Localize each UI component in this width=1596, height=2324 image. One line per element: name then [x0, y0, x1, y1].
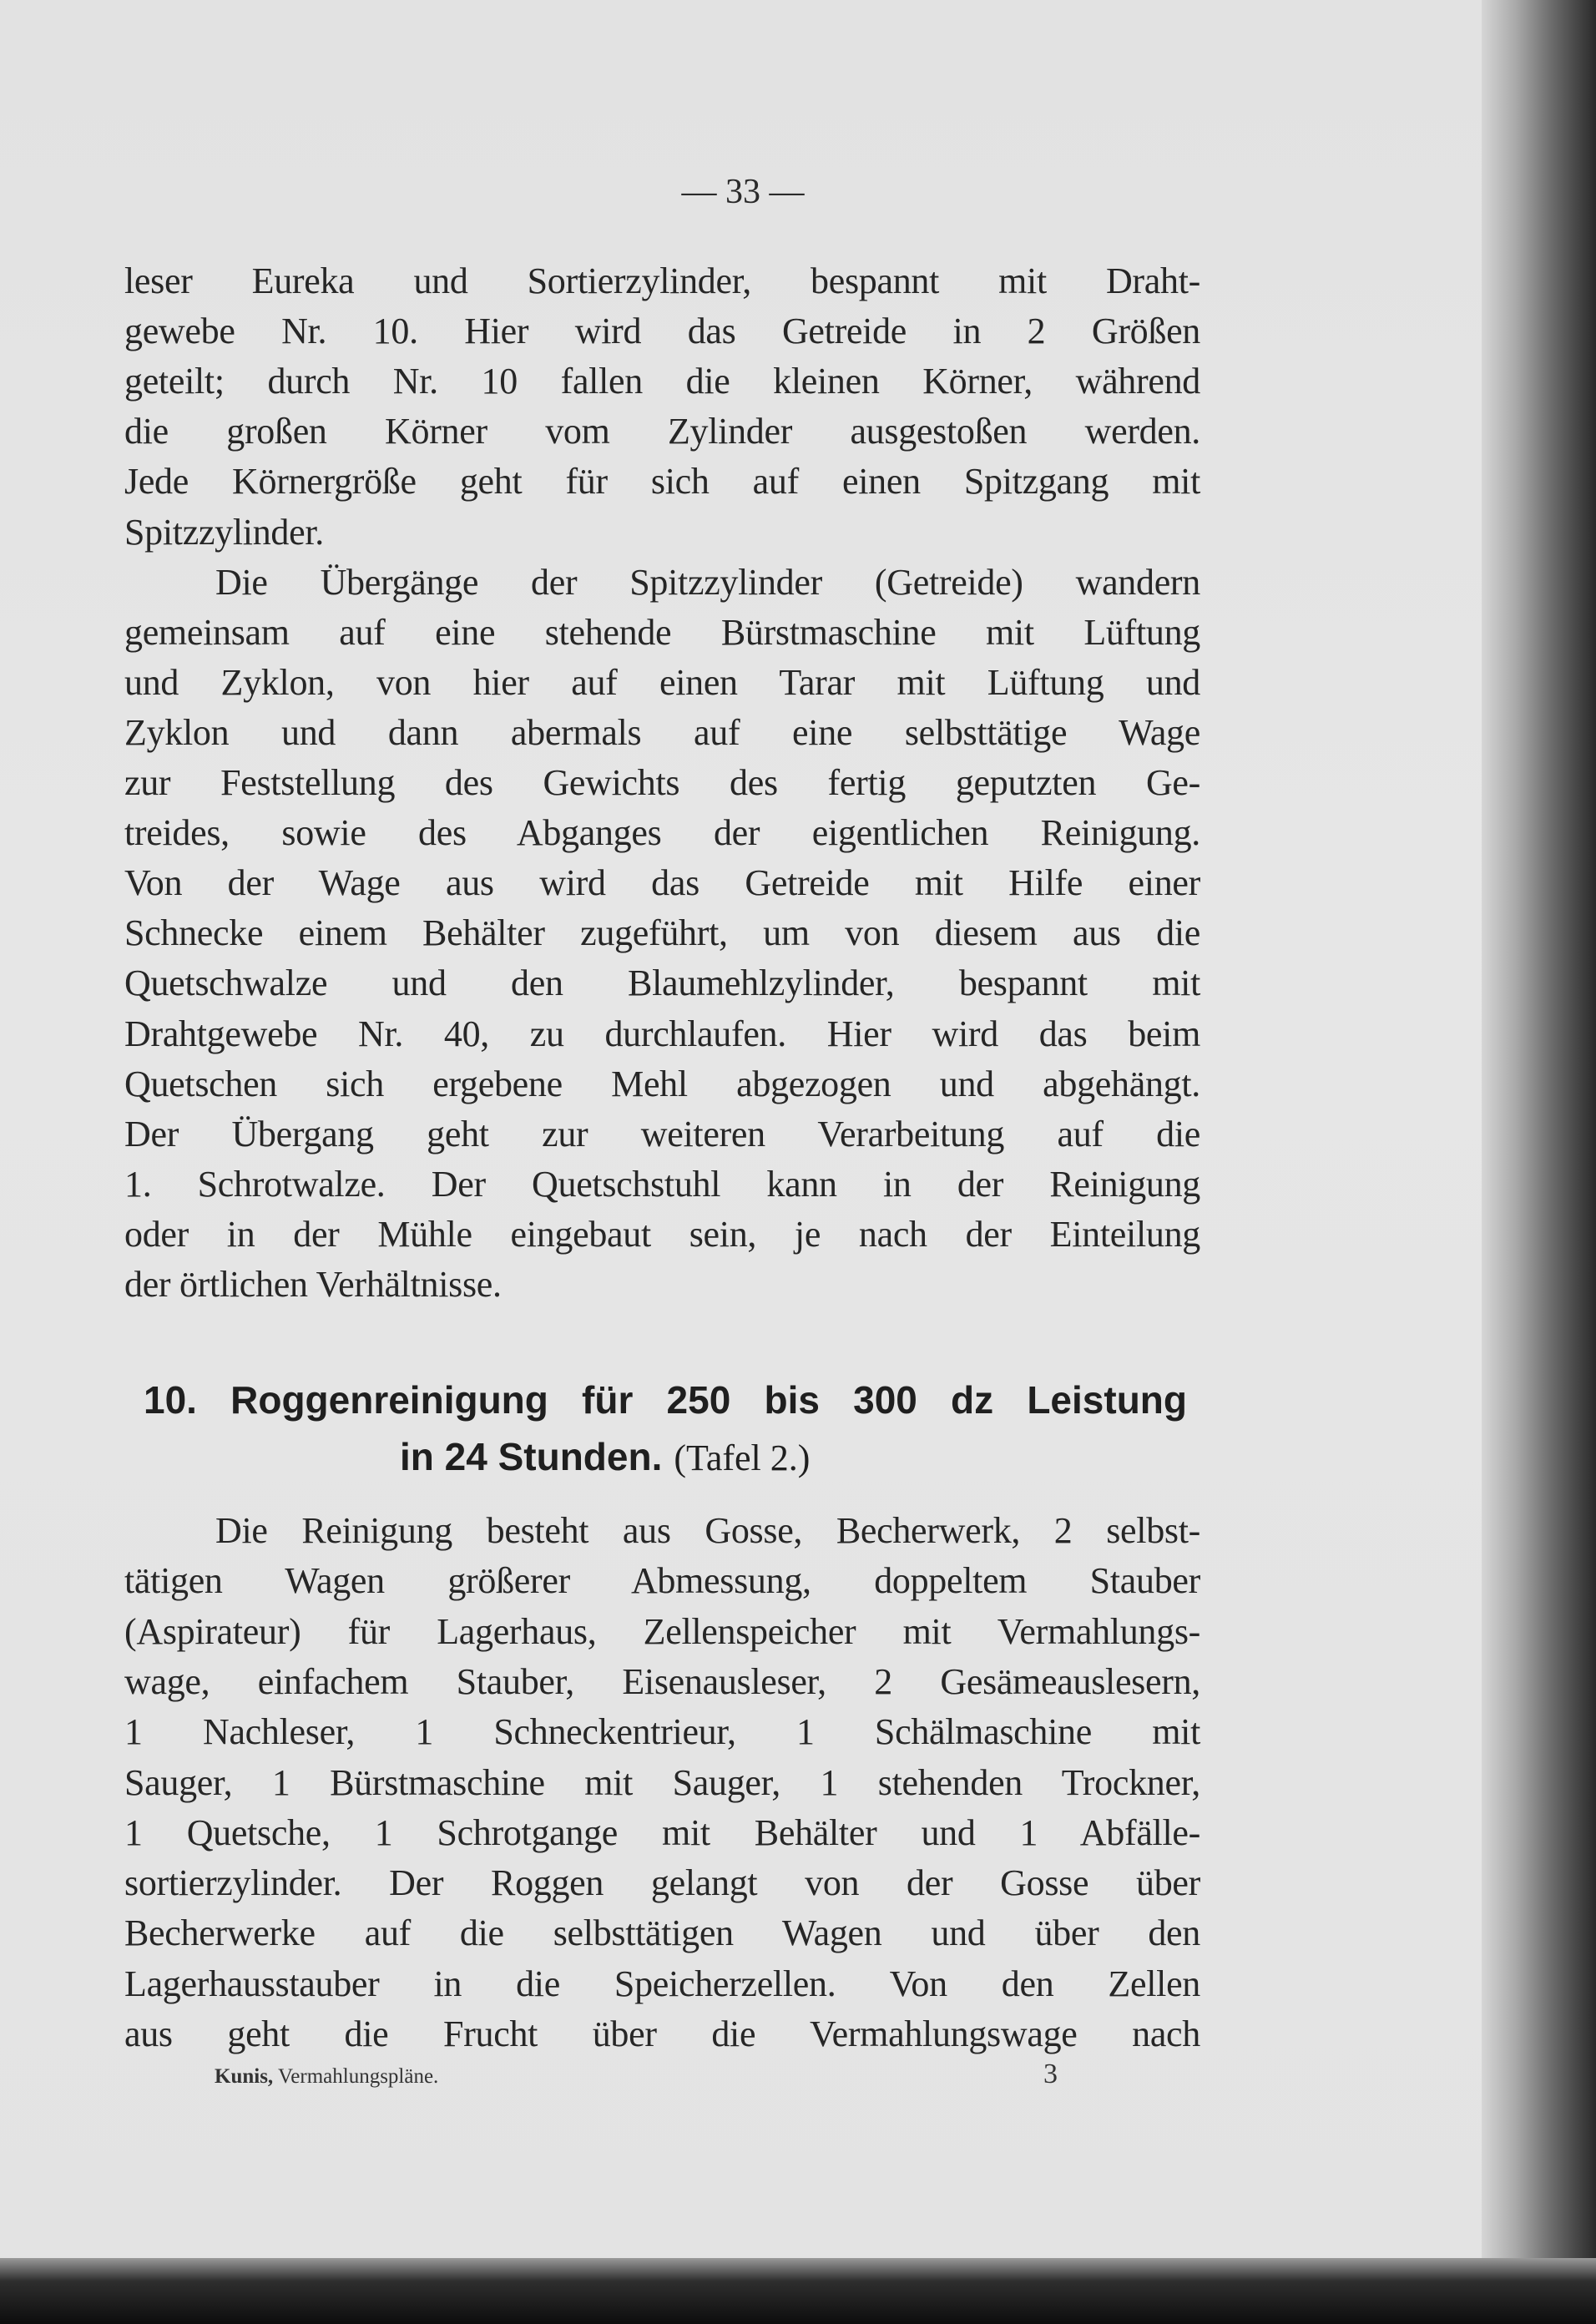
text-line: 1. Schrotwalze. Der Quetschstuhl kann in der Reinigung — [124, 1163, 1200, 1205]
section-heading-text: in 24 Stunden. — [400, 1435, 663, 1478]
footer-imprint — [215, 2065, 438, 2089]
text-line: Jede Körnergröße geht für sich auf einen Spitzgang mit — [124, 461, 1200, 503]
text-line: Die Übergänge der Spitzzylinder (Getreide) wandern — [215, 561, 1200, 603]
text-line: tätigen Wagen größerer Abmessung, doppeltem Stauber — [124, 1560, 1200, 1602]
text-line: Von der Wage aus wird das Getreide mit Hilfe einer — [124, 862, 1200, 904]
signature-mark: 3 — [1043, 2059, 1058, 2089]
page-number — [0, 172, 1494, 212]
text-line: Sauger, 1 Bürstmaschine mit Sauger, 1 stehenden Trockner, — [124, 1761, 1200, 1803]
text-line: Der Übergang geht zur weiteren Verarbeitung auf die — [124, 1113, 1200, 1154]
text-line: gewebe Nr. 10. Hier wird das Getreide in 2 Größen — [124, 311, 1200, 352]
text-line: zur Feststellung des Gewichts des fertig geputzten Ge- — [124, 762, 1200, 803]
text-line: (Aspirateur) für Lagerhaus, Zellenspeicher mit Vermahlungs- — [124, 1610, 1200, 1652]
text-line: die großen Körner vom Zylinder ausgestoßen werden. — [124, 411, 1200, 452]
text-line: aus geht die Frucht über die Vermahlungswage nach — [124, 2013, 1200, 2054]
page-number-text: — 33 — — [681, 173, 805, 211]
text-line: Quetschen sich ergebene Mehl abgezogen und abgehängt. — [124, 1063, 1200, 1104]
text-line: Schnecke einem Behälter zugeführt, um von diesem aus die — [124, 912, 1200, 954]
text-line: Becherwerke auf die selbsttätigen Wagen und über den — [124, 1912, 1200, 1954]
section-heading-line-2 — [400, 1429, 810, 1484]
text-line: treides, sowie des Abganges der eigentlichen Reinigung. — [124, 812, 1200, 854]
text-line: oder in der Mühle eingebaut sein, je nach der Einteilung — [124, 1213, 1200, 1255]
plate-reference: (Tafel 2.) — [674, 1437, 811, 1478]
scan-bottom-border — [0, 2258, 1596, 2324]
text-line: leser Eureka und Sortierzylinder, bespannt mit Draht- — [124, 260, 1200, 301]
text-line: Quetschwalze und den Blaumehlzylinder, bespannt mit — [124, 962, 1200, 1004]
text-line: 1 Quetsche, 1 Schrotgange mit Behälter und 1 Abfälle- — [124, 1811, 1200, 1853]
text-line: wage, einfachem Stauber, Eisenausleser, 2 Gesämeauslesern, — [124, 1660, 1200, 1702]
text-line: und Zyklon, von hier auf einen Tarar mit Lüftung und — [124, 661, 1200, 703]
text-line: der örtlichen Verhältnisse. — [124, 1264, 502, 1305]
footer-title: Vermahlungspläne. — [278, 2065, 439, 2088]
footer-author: Kunis, — [215, 2065, 274, 2088]
text-line: Zyklon und dann abermals auf eine selbsttätige Wage — [124, 711, 1200, 753]
text-line: 1 Nachleser, 1 Schneckentrieur, 1 Schälmaschine mit — [124, 1711, 1200, 1753]
text-line: Spitzzylinder. — [124, 511, 324, 553]
section-heading-line-1: 10. Roggenreinigung für 250 bis 300 dz Leistung — [144, 1378, 1187, 1422]
text-line: Die Reinigung besteht aus Gosse, Becherwerk, 2 selbst- — [215, 1510, 1200, 1551]
page-edge-shadow — [1482, 0, 1596, 2324]
text-line: geteilt; durch Nr. 10 fallen die kleinen Körner, während — [124, 361, 1200, 402]
text-line: Drahtgewebe Nr. 40, zu durchlaufen. Hier wird das beim — [124, 1013, 1200, 1054]
text-line: gemeinsam auf eine stehende Bürstmaschine mit Lüftung — [124, 611, 1200, 653]
text-line: Lagerhausstauber in die Speicherzellen. Von den Zellen — [124, 1963, 1200, 2004]
text-line: sortierzylinder. Der Roggen gelangt von der Gosse über — [124, 1862, 1200, 1904]
